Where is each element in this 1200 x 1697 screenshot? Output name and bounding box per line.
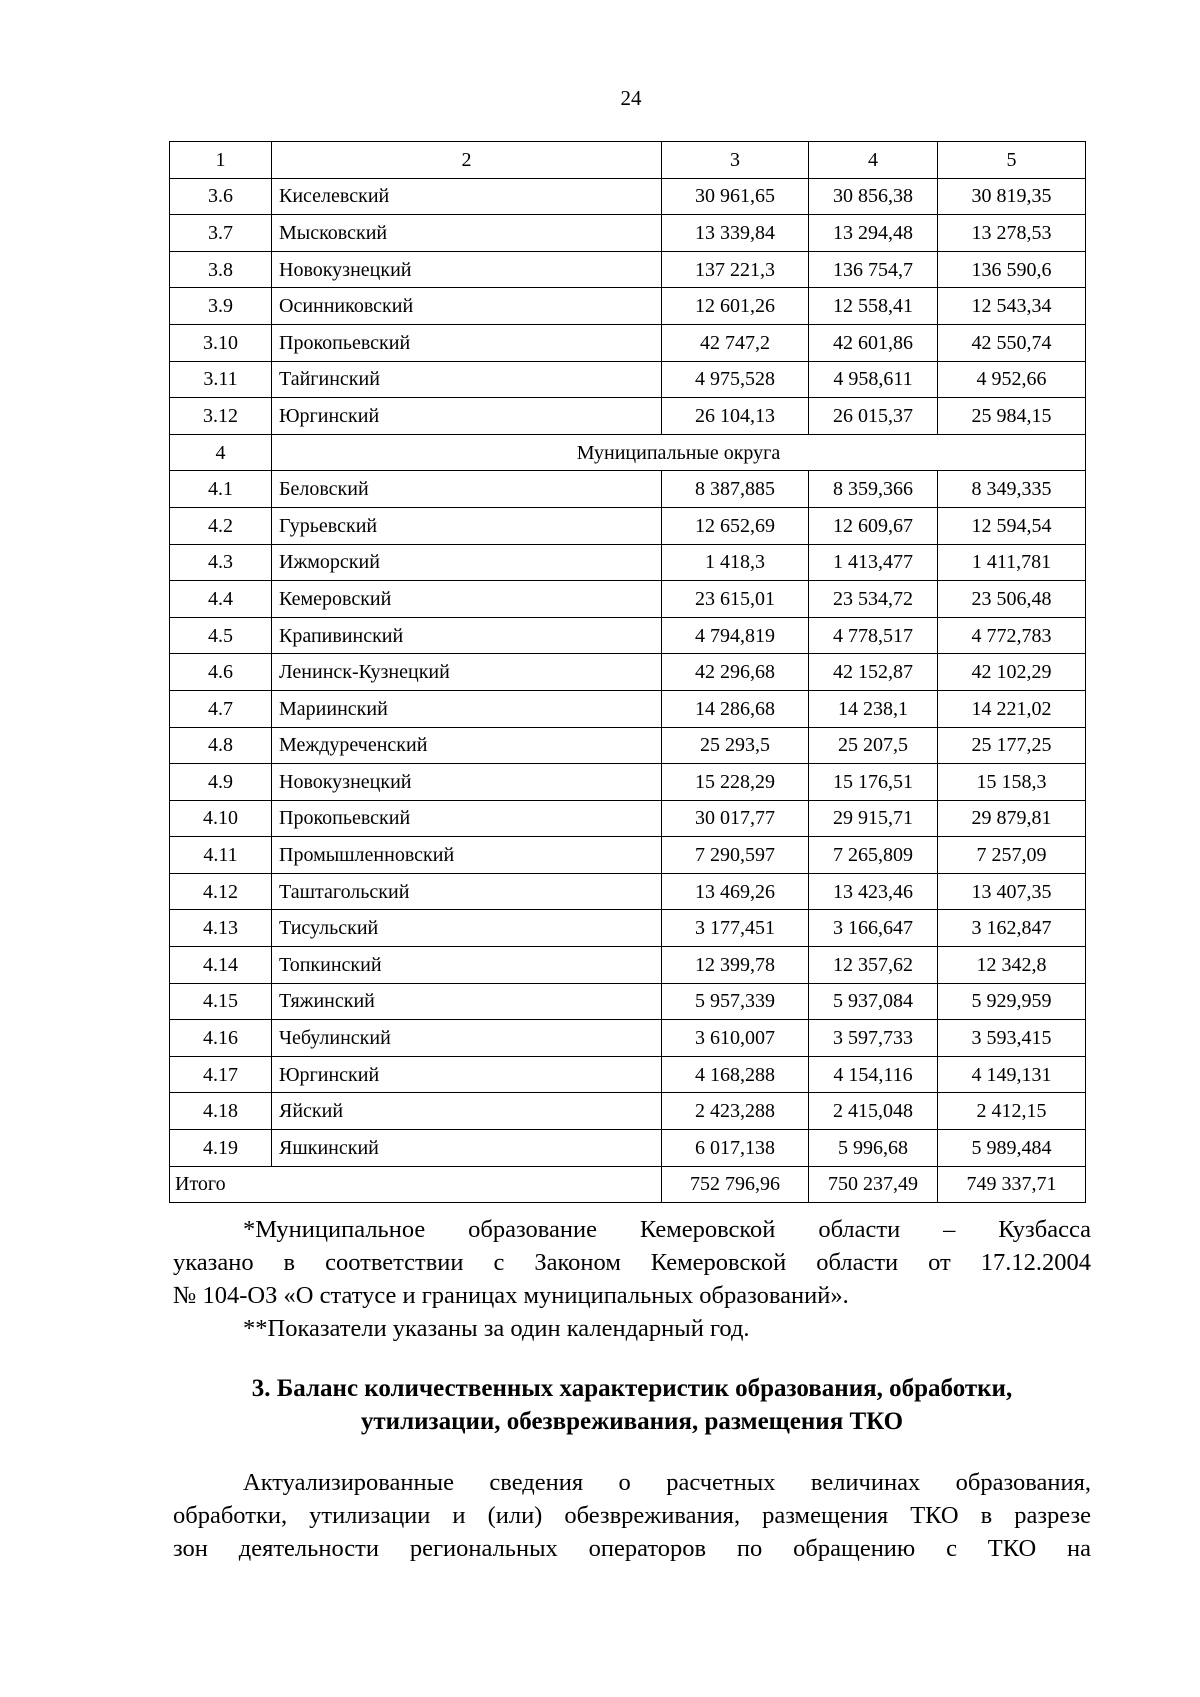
- municipality-name-cell: Кемеровский: [272, 581, 662, 618]
- value-col5-cell: 13 278,53: [938, 215, 1086, 252]
- table-row: [170, 1020, 1086, 1057]
- row-number-cell: 4.17: [170, 1056, 272, 1093]
- value-col5-cell: 3 593,415: [938, 1020, 1086, 1057]
- value-col4-cell: 12 357,62: [809, 947, 938, 984]
- table-row: [170, 690, 1086, 727]
- row-number-cell: 3.8: [170, 251, 272, 288]
- value-col3-cell: 12 652,69: [662, 507, 809, 544]
- value-col4-cell: 2 415,048: [809, 1093, 938, 1130]
- municipality-name-cell: Новокузнецкий: [272, 251, 662, 288]
- value-col3-cell: 30 961,65: [662, 178, 809, 215]
- municipality-name-cell: Прокопьевский: [272, 324, 662, 361]
- data-table: [169, 141, 1086, 1203]
- value-col4-cell: 12 558,41: [809, 288, 938, 325]
- header-cell: 4: [809, 142, 938, 179]
- value-col5-cell: 3 162,847: [938, 910, 1086, 947]
- municipality-name-cell: Юргинский: [272, 1056, 662, 1093]
- value-col4-cell: 1 413,477: [809, 544, 938, 581]
- table-row: [170, 764, 1086, 801]
- table-row: [170, 361, 1086, 398]
- section-heading-line: утилизации, обезвреживания, размещения ТКО: [360, 1408, 904, 1435]
- table-row: [170, 324, 1086, 361]
- table-row: [170, 837, 1086, 874]
- municipality-name-cell: Чебулинский: [272, 1020, 662, 1057]
- table-row: [170, 983, 1086, 1020]
- value-col4-cell: 5 996,68: [809, 1130, 938, 1167]
- value-col3-cell: 7 290,597: [662, 837, 809, 874]
- paragraph-line: обработки, утилизации и (или) обезвреживания, размещения ТКО в разрезе: [173, 1502, 1091, 1529]
- municipality-name-cell: Междуреченский: [272, 727, 662, 764]
- section-row: [170, 434, 1086, 471]
- municipality-name-cell: Крапивинский: [272, 617, 662, 654]
- table-row: [170, 581, 1086, 618]
- row-number-cell: 4.13: [170, 910, 272, 947]
- footnote-1-line: указано в соответствии с Законом Кемеровской области от 17.12.2004: [173, 1249, 1091, 1276]
- value-col4-cell: 12 609,67: [809, 507, 938, 544]
- municipality-name-cell: Таштагольский: [272, 873, 662, 910]
- value-col3-cell: 4 975,528: [662, 361, 809, 398]
- municipality-name-cell: Ленинск-Кузнецкий: [272, 654, 662, 691]
- value-col3-cell: 6 017,138: [662, 1130, 809, 1167]
- municipality-name-cell: Тисульский: [272, 910, 662, 947]
- value-col4-cell: 14 238,1: [809, 690, 938, 727]
- table-header-row: [170, 142, 1086, 179]
- value-col4-cell: 30 856,38: [809, 178, 938, 215]
- footnote-2: **Показатели указаны за один календарный год.: [243, 1315, 750, 1342]
- value-col3-cell: 30 017,77: [662, 800, 809, 837]
- value-col3-cell: 14 286,68: [662, 690, 809, 727]
- value-col4-cell: 42 152,87: [809, 654, 938, 691]
- value-col5-cell: 12 543,34: [938, 288, 1086, 325]
- value-col4-cell: 4 154,116: [809, 1056, 938, 1093]
- value-col4-cell: 23 534,72: [809, 581, 938, 618]
- row-number-cell: 4.9: [170, 764, 272, 801]
- row-number-cell: 4.15: [170, 983, 272, 1020]
- table-row: [170, 1056, 1086, 1093]
- header-cell: 3: [662, 142, 809, 179]
- row-number-cell: 4.19: [170, 1130, 272, 1167]
- table-row: [170, 873, 1086, 910]
- table-row: [170, 471, 1086, 508]
- row-number-cell: 4.3: [170, 544, 272, 581]
- value-col4-cell: 42 601,86: [809, 324, 938, 361]
- municipality-name-cell: Яйский: [272, 1093, 662, 1130]
- value-col3-cell: 1 418,3: [662, 544, 809, 581]
- total-row: [170, 1166, 1086, 1203]
- value-col4-cell: 8 359,366: [809, 471, 938, 508]
- table-row: [170, 251, 1086, 288]
- header-cell: 5: [938, 142, 1086, 179]
- row-number-cell: 4.8: [170, 727, 272, 764]
- value-col5-cell: 12 594,54: [938, 507, 1086, 544]
- value-col3-cell: 2 423,288: [662, 1093, 809, 1130]
- value-col3-cell: 23 615,01: [662, 581, 809, 618]
- value-col5-cell: 12 342,8: [938, 947, 1086, 984]
- municipality-name-cell: Ижморский: [272, 544, 662, 581]
- value-col4-cell: 136 754,7: [809, 251, 938, 288]
- table-row: [170, 947, 1086, 984]
- value-col5-cell: 4 952,66: [938, 361, 1086, 398]
- municipality-name-cell: Прокопьевский: [272, 800, 662, 837]
- value-col4-cell: 29 915,71: [809, 800, 938, 837]
- value-col3-cell: 42 747,2: [662, 324, 809, 361]
- row-number-cell: 4.1: [170, 471, 272, 508]
- value-col4-cell: 4 958,611: [809, 361, 938, 398]
- table-row: [170, 800, 1086, 837]
- municipality-name-cell: Мысковский: [272, 215, 662, 252]
- value-col4-cell: 25 207,5: [809, 727, 938, 764]
- value-col5-cell: 25 177,25: [938, 727, 1086, 764]
- section-heading-line: 3. Баланс количественных характеристик образования, обработки,: [251, 1375, 1013, 1402]
- value-col3-cell: 4 168,288: [662, 1056, 809, 1093]
- value-col5-cell: 4 149,131: [938, 1056, 1086, 1093]
- table-row: [170, 727, 1086, 764]
- value-col5-cell: 2 412,15: [938, 1093, 1086, 1130]
- row-number-cell: 3.7: [170, 215, 272, 252]
- value-col5-cell: 42 102,29: [938, 654, 1086, 691]
- row-number-cell: 4.18: [170, 1093, 272, 1130]
- total-label-cell: Итого: [170, 1166, 662, 1203]
- row-number-cell: 4.16: [170, 1020, 272, 1057]
- value-col4-cell: 13 423,46: [809, 873, 938, 910]
- total-col3-cell: 752 796,96: [662, 1166, 809, 1203]
- table-row: [170, 398, 1086, 435]
- row-number-cell: 4.14: [170, 947, 272, 984]
- value-col5-cell: 13 407,35: [938, 873, 1086, 910]
- total-col4-cell: 750 237,49: [809, 1166, 938, 1203]
- table-row: [170, 215, 1086, 252]
- value-col3-cell: 13 339,84: [662, 215, 809, 252]
- section-number-cell: 4: [170, 434, 272, 471]
- table-row: [170, 507, 1086, 544]
- table-row: [170, 544, 1086, 581]
- table-row: [170, 178, 1086, 215]
- section-heading: [173, 1372, 1091, 1438]
- value-col4-cell: 7 265,809: [809, 837, 938, 874]
- value-col5-cell: 1 411,781: [938, 544, 1086, 581]
- value-col5-cell: 15 158,3: [938, 764, 1086, 801]
- row-number-cell: 4.4: [170, 581, 272, 618]
- value-col5-cell: 25 984,15: [938, 398, 1086, 435]
- value-col4-cell: 15 176,51: [809, 764, 938, 801]
- row-number-cell: 4.12: [170, 873, 272, 910]
- body-paragraph: [173, 1466, 1091, 1565]
- row-number-cell: 4.6: [170, 654, 272, 691]
- table-row: [170, 654, 1086, 691]
- municipality-name-cell: Беловский: [272, 471, 662, 508]
- footnote-1-line: *Муниципальное образование Кемеровской области – Кузбасса: [243, 1216, 1091, 1243]
- value-col5-cell: 5 929,959: [938, 983, 1086, 1020]
- value-col4-cell: 5 937,084: [809, 983, 938, 1020]
- value-col4-cell: 3 597,733: [809, 1020, 938, 1057]
- table-row: [170, 1093, 1086, 1130]
- row-number-cell: 3.11: [170, 361, 272, 398]
- value-col3-cell: 8 387,885: [662, 471, 809, 508]
- municipality-name-cell: Тайгинский: [272, 361, 662, 398]
- value-col3-cell: 26 104,13: [662, 398, 809, 435]
- value-col5-cell: 29 879,81: [938, 800, 1086, 837]
- row-number-cell: 3.10: [170, 324, 272, 361]
- value-col5-cell: 23 506,48: [938, 581, 1086, 618]
- municipality-name-cell: Тяжинский: [272, 983, 662, 1020]
- paragraph-line: Актуализированные сведения о расчетных величинах образования,: [243, 1469, 1091, 1496]
- table-row: [170, 1130, 1086, 1167]
- value-col4-cell: 4 778,517: [809, 617, 938, 654]
- header-cell: 2: [272, 142, 662, 179]
- value-col5-cell: 14 221,02: [938, 690, 1086, 727]
- table-row: [170, 617, 1086, 654]
- footnote-1-line: № 104-ОЗ «О статусе и границах муниципальных образований».: [173, 1282, 849, 1309]
- value-col5-cell: 30 819,35: [938, 178, 1086, 215]
- header-cell: 1: [170, 142, 272, 179]
- value-col5-cell: 7 257,09: [938, 837, 1086, 874]
- row-number-cell: 3.12: [170, 398, 272, 435]
- municipality-name-cell: Новокузнецкий: [272, 764, 662, 801]
- footnote-1: [173, 1213, 1091, 1312]
- value-col3-cell: 42 296,68: [662, 654, 809, 691]
- row-number-cell: 3.9: [170, 288, 272, 325]
- value-col3-cell: 4 794,819: [662, 617, 809, 654]
- row-number-cell: 4.10: [170, 800, 272, 837]
- value-col5-cell: 8 349,335: [938, 471, 1086, 508]
- municipality-name-cell: Яшкинский: [272, 1130, 662, 1167]
- value-col4-cell: 13 294,48: [809, 215, 938, 252]
- page-number: 24: [620, 86, 642, 110]
- value-col3-cell: 137 221,3: [662, 251, 809, 288]
- value-col4-cell: 26 015,37: [809, 398, 938, 435]
- table-row: [170, 910, 1086, 947]
- value-col3-cell: 13 469,26: [662, 873, 809, 910]
- municipality-name-cell: Осинниковский: [272, 288, 662, 325]
- row-number-cell: 4.2: [170, 507, 272, 544]
- value-col3-cell: 3 610,007: [662, 1020, 809, 1057]
- municipality-name-cell: Промышленновский: [272, 837, 662, 874]
- section-title-cell: Муниципальные округа: [272, 434, 1086, 471]
- municipality-name-cell: Киселевский: [272, 178, 662, 215]
- total-col5-cell: 749 337,71: [938, 1166, 1086, 1203]
- value-col5-cell: 4 772,783: [938, 617, 1086, 654]
- value-col5-cell: 5 989,484: [938, 1130, 1086, 1167]
- value-col5-cell: 136 590,6: [938, 251, 1086, 288]
- row-number-cell: 3.6: [170, 178, 272, 215]
- value-col3-cell: 12 399,78: [662, 947, 809, 984]
- row-number-cell: 4.7: [170, 690, 272, 727]
- table-row: [170, 288, 1086, 325]
- value-col3-cell: 5 957,339: [662, 983, 809, 1020]
- value-col4-cell: 3 166,647: [809, 910, 938, 947]
- value-col5-cell: 42 550,74: [938, 324, 1086, 361]
- value-col3-cell: 15 228,29: [662, 764, 809, 801]
- value-col3-cell: 12 601,26: [662, 288, 809, 325]
- municipality-name-cell: Топкинский: [272, 947, 662, 984]
- row-number-cell: 4.5: [170, 617, 272, 654]
- municipality-name-cell: Гурьевский: [272, 507, 662, 544]
- value-col3-cell: 3 177,451: [662, 910, 809, 947]
- row-number-cell: 4.11: [170, 837, 272, 874]
- paragraph-line: зон деятельности региональных операторов по обращению с ТКО на: [173, 1535, 1091, 1562]
- value-col3-cell: 25 293,5: [662, 727, 809, 764]
- municipality-name-cell: Юргинский: [272, 398, 662, 435]
- municipality-name-cell: Мариинский: [272, 690, 662, 727]
